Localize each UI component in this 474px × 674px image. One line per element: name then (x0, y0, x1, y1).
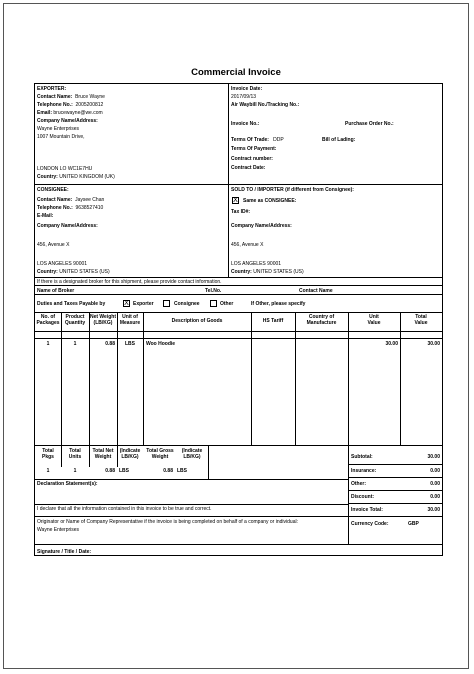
header-text: Measure (119, 320, 141, 326)
header-text: Packages (36, 320, 60, 326)
divider (61, 312, 62, 467)
label-text: (Indicate (181, 448, 203, 454)
insurance-label: Insurance: (351, 468, 377, 474)
header-text: (LB/KG) (93, 320, 113, 326)
terms-payment-label: Terms Of Payment: (231, 146, 277, 152)
other-label: Other: (351, 481, 366, 487)
duties-specify-label: If Other, please specify (251, 301, 306, 307)
field-label: Country: (37, 269, 58, 275)
field-label: Contact Name: (37, 197, 73, 203)
consignee-phone (37, 205, 103, 211)
divider (348, 477, 442, 478)
duties-consignee-label: Consignee (174, 301, 200, 307)
total-net-value: 0.88 (105, 468, 115, 474)
invoice-form (34, 83, 443, 556)
header-total-value (400, 314, 442, 326)
header-packages (35, 314, 61, 326)
cell-total-value: 30.00 (427, 341, 440, 347)
header-text: Country of (308, 314, 335, 320)
contract-no-label: Contract number: (231, 156, 273, 162)
label-text: LB/KG) (121, 454, 139, 460)
currency-value: GBP (408, 521, 419, 527)
exporter-address: 1007 Mountain Drive, (37, 134, 85, 140)
label-text: Weight (94, 454, 112, 460)
table-row (35, 340, 442, 348)
header-country (295, 314, 348, 326)
divider (35, 312, 442, 313)
header-text: Unit (369, 314, 379, 320)
declaration-label: Declaration Statement(s): (37, 481, 98, 487)
total-net-label (89, 448, 117, 460)
consignee-email-label: E-Mail: (37, 213, 54, 219)
cell-description: Woo Hoodie (146, 341, 176, 347)
divider (89, 312, 90, 467)
discount-label: Discount: (351, 494, 375, 500)
total-pkgs-label (35, 448, 61, 460)
exporter-phone (37, 102, 103, 108)
exporter-heading: EXPORTER: (37, 86, 67, 92)
currency-label: Currency Code: (351, 521, 389, 527)
exporter-company-label: Company Name/Address: (37, 118, 98, 124)
consignee-country (37, 269, 110, 275)
label-text: Total (42, 448, 54, 454)
cell-quantity: 1 (73, 341, 77, 347)
duties-exporter-label: Exporter (133, 301, 154, 307)
consignee-heading: CONSIGNEE: (37, 187, 69, 193)
divider (400, 312, 401, 445)
label-text: Units (68, 454, 82, 460)
header-text: Net Weight (89, 314, 117, 320)
divider (117, 312, 118, 467)
invoice-sheet (3, 3, 469, 669)
broker-contact-label: Contact Name (299, 288, 333, 294)
field-label: Terms Of Trade: (231, 137, 269, 143)
header-unit-measure (117, 314, 143, 326)
consignee-address: 456, Avenue X (37, 242, 70, 248)
discount-value: 0.00 (430, 494, 440, 500)
header-text: Value (367, 320, 381, 326)
divider (208, 445, 209, 479)
invoice-date-label: Invoice Date: (231, 86, 263, 92)
duties-consignee-checkbox[interactable] (163, 300, 170, 307)
header-unit-value (348, 314, 400, 326)
field-label: Telephone No.: (37, 205, 73, 211)
sold-to-heading: SOLD TO / IMPORTER (if different from Consignee): (231, 187, 354, 193)
divider (35, 479, 348, 480)
exporter-country (37, 174, 115, 180)
header-net-weight (89, 314, 117, 326)
divider (35, 277, 442, 278)
header-text: No. of (40, 314, 56, 320)
header-quantity (61, 314, 89, 326)
signature-label: Signature / Title / Date: (37, 549, 92, 555)
label-text: Total Gross (146, 448, 174, 454)
same-as-consignee-label: Same as CONSIGNEE: (243, 198, 297, 204)
originator-text: Originator or Name of Company Representative if the invoice is being completed on behalf of a company or individual: (37, 519, 298, 525)
field-label: Country: (231, 269, 252, 275)
total-units-value: 1 (73, 468, 77, 474)
tax-id-label: Tax ID#: (231, 209, 251, 215)
terms-trade-value: DDP (273, 137, 284, 143)
exporter-phone-value: 2005200812 (75, 102, 104, 108)
divider (348, 516, 349, 544)
header-text: Product (65, 314, 85, 320)
divider (348, 490, 442, 491)
consignee-city: LOS ANGELES 90001 (37, 261, 88, 267)
total-gross-label (143, 448, 177, 460)
exporter-country-value: UNITED KINGDOM (UK) (59, 174, 115, 180)
field-label: Contact Name: (37, 94, 73, 100)
exporter-contact-value: Bruce Wayne (75, 94, 105, 100)
contract-date-label: Contract Date: (231, 165, 266, 171)
duties-exporter-checkbox[interactable]: X (124, 300, 129, 307)
divider (35, 338, 442, 339)
cell-packages: 1 (46, 341, 50, 347)
consignee-contact (37, 197, 104, 203)
total-gross-value: 0.88 (163, 468, 173, 474)
header-text: Quantity (64, 320, 86, 326)
exporter-city: LONDON LO WC1E7HU (37, 166, 93, 172)
total-net-unit: LBS (119, 468, 129, 474)
header-description: Description of Goods (171, 318, 223, 324)
total-pkgs-value: 1 (46, 468, 50, 474)
header-hs-tariff: HS Tariff (262, 318, 284, 324)
consignee-country-value: UNITED STATES (US) (59, 269, 110, 275)
invoice-total-value: 30.00 (427, 507, 440, 513)
header-text: Total (415, 314, 427, 320)
total-units-label (61, 448, 89, 460)
consignee-company-label: Company Name/Address: (37, 223, 98, 229)
originator-value: Wayne Enterprises (37, 527, 80, 533)
awb-label: Air Waybill No./Tracking No.: (231, 102, 300, 108)
invoice-no-label: Invoice No.: (231, 121, 260, 127)
sold-to-country-value: UNITED STATES (US) (253, 269, 304, 275)
divider (348, 464, 442, 465)
divider (35, 184, 442, 185)
divider (295, 312, 296, 445)
header-text: Manufacture (306, 320, 337, 326)
divider (348, 503, 442, 504)
label-text: LB/KG) (183, 454, 201, 460)
broker-name-label: Name of Broker (37, 288, 75, 294)
label-text: Weight (151, 454, 169, 460)
divider (143, 312, 144, 445)
divider (251, 312, 252, 445)
other-value: 0.00 (430, 481, 440, 487)
label-text: (Indicate (119, 448, 141, 454)
field-label: Telephone No.: (37, 102, 73, 108)
sold-to-company-label: Company Name/Address: (231, 223, 292, 229)
subtotal-label: Subtotal: (351, 454, 373, 460)
consignee-contact-value: Jaysee Chan (75, 197, 105, 203)
field-label: Country: (37, 174, 58, 180)
broker-tel-label: Tel.No. (205, 288, 222, 294)
same-as-consignee-checkbox[interactable]: X (233, 197, 238, 204)
duties-label: Duties and Taxes Payable by (37, 301, 106, 307)
sold-to-city: LOS ANGELES 90001 (231, 261, 282, 267)
exporter-email-value: brucewayne@we.com (53, 110, 103, 116)
bol-label: Bill of Lading: (322, 137, 356, 143)
exporter-email (37, 110, 103, 116)
cell-net-weight: 0.88 (105, 341, 115, 347)
cell-unit: LBS (125, 341, 135, 347)
field-label: Email: (37, 110, 53, 116)
sold-to-address: 456, Avenue X (231, 242, 264, 248)
page-title: Commercial Invoice (191, 67, 281, 78)
divider (35, 504, 348, 505)
exporter-contact (37, 94, 105, 100)
header-text: Value (414, 320, 428, 326)
label-text: Total (69, 448, 81, 454)
invoice-date: 2017/09/13 (231, 94, 257, 100)
cell-unit-value: 30.00 (385, 341, 398, 347)
divider (228, 84, 229, 277)
po-label: Purchase Order No.: (345, 121, 394, 127)
label-text: Pkgs (42, 454, 54, 460)
total-gross-unit-label (177, 448, 207, 460)
divider (35, 544, 442, 545)
label-text: Total Net (92, 448, 114, 454)
insurance-value: 0.00 (430, 468, 440, 474)
total-gross-unit: LBS (177, 468, 187, 474)
invoice-total-label: Invoice Total: (351, 507, 383, 513)
exporter-company: Wayne Enterprises (37, 126, 80, 132)
divider (35, 516, 442, 517)
divider (35, 331, 442, 332)
divider (35, 285, 442, 286)
total-net-unit-label (117, 448, 143, 460)
sold-to-country (231, 269, 304, 275)
header-text: Unit of (122, 314, 138, 320)
broker-note: If there is a designated broker for this shipment, please provide contact information. (37, 279, 222, 285)
duties-other-checkbox[interactable] (210, 300, 217, 307)
declare-text: I declare that all the information contained in this invoice to be true and correct. (37, 506, 212, 512)
terms-trade (231, 137, 284, 143)
duties-other-label: Other (220, 301, 234, 307)
divider (35, 294, 442, 295)
consignee-phone-value: 9638527410 (75, 205, 104, 211)
subtotal-value: 30.00 (427, 454, 440, 460)
divider (35, 445, 442, 446)
